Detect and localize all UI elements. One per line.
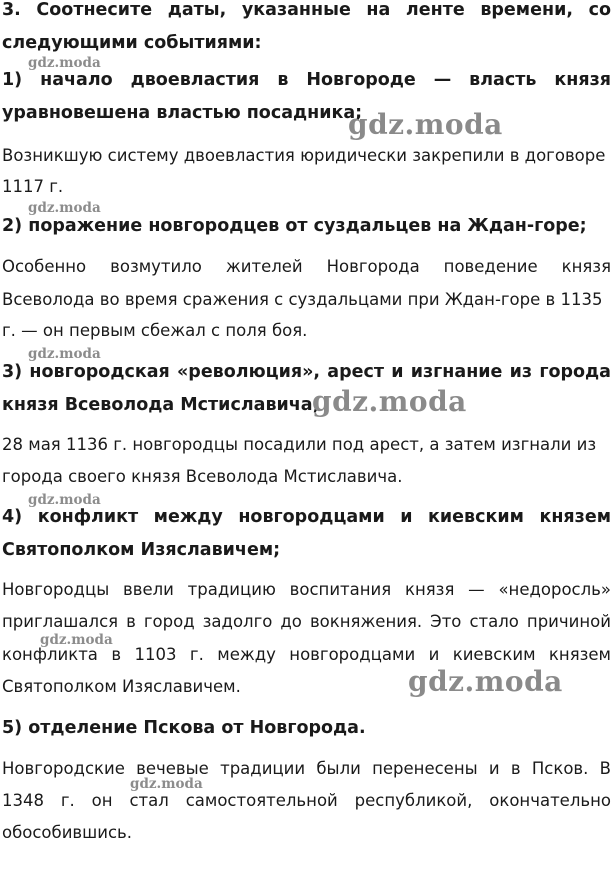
item-2-title: 2) поражение новгородцев от суздальцев на Ждан-горе; [2, 216, 587, 236]
item-2-answer: Особенно возмутило жителей Новгорода поведение князя [2, 257, 611, 276]
item-4-answer-end: Святополком Изяславичем. [2, 677, 241, 696]
watermark: gdz.moda [28, 55, 101, 71]
watermark: gdz.moda [130, 776, 203, 792]
watermark: gdz.moda [312, 385, 467, 418]
item-5-answer-end: обособившись. [2, 823, 133, 842]
item-5-title: 5) отделение Пскова от Новгорода. [2, 718, 366, 738]
item-3-title-continued: князя Всеволода Мстиславича; [2, 395, 320, 415]
item-2-answer-end: г. — он первым сбежал с поля боя. [2, 321, 308, 340]
item-1-title: 1) начало двоевластия в Новгороде — власть князя [2, 70, 611, 90]
watermark: gdz.moda [408, 665, 563, 698]
item-4-title-continued: Святополком Изяславичем; [2, 540, 281, 560]
item-4-title: 4) конфликт между новгородцами и киевским князем [2, 507, 611, 527]
item-4-answer-continued: приглашался в город задолго до вокняжения. Это стало причиной [2, 612, 611, 631]
item-1-title-continued: уравновешена властью посадника; [2, 103, 363, 123]
item-5-answer-continued: 1348 г. он стал самостоятельной республикой, окончательно [2, 791, 611, 810]
item-2-answer-continued: Всеволода во время сражения с суздальцами при Ждан-горе в 1135 [2, 290, 603, 309]
item-5-answer: Новгородские вечевые традиции были перенесены и в Псков. В [2, 759, 611, 778]
item-4-answer: Новгородцы ввели традицию воспитания князя — «недоросль» [2, 580, 611, 599]
item-3-answer: 28 мая 1136 г. новгородцы посадили под арест, а затем изгнали из [2, 435, 597, 454]
watermark: gdz.moda [40, 632, 113, 648]
watermark: gdz.moda [348, 108, 503, 141]
item-4-answer-line-3: конфликта в 1103 г. между новгородцами и киевским князем [2, 645, 611, 664]
watermark: gdz.moda [28, 200, 101, 216]
task-heading-continued: следующими событиями: [2, 33, 262, 53]
item-3-answer-continued: города своего князя Всеволода Мстиславича. [2, 467, 403, 486]
task-heading: 3. Соотнесите даты, указанные на ленте времени, со [2, 0, 611, 20]
watermark: gdz.moda [28, 346, 101, 362]
item-1-answer-continued: 1117 г. [2, 177, 64, 196]
item-3-title: 3) новгородская «революция», арест и изгнание из города [2, 362, 611, 382]
item-1-answer: Возникшую систему двоевластия юридически закрепили в договоре [2, 146, 606, 165]
watermark: gdz.moda [28, 492, 101, 508]
